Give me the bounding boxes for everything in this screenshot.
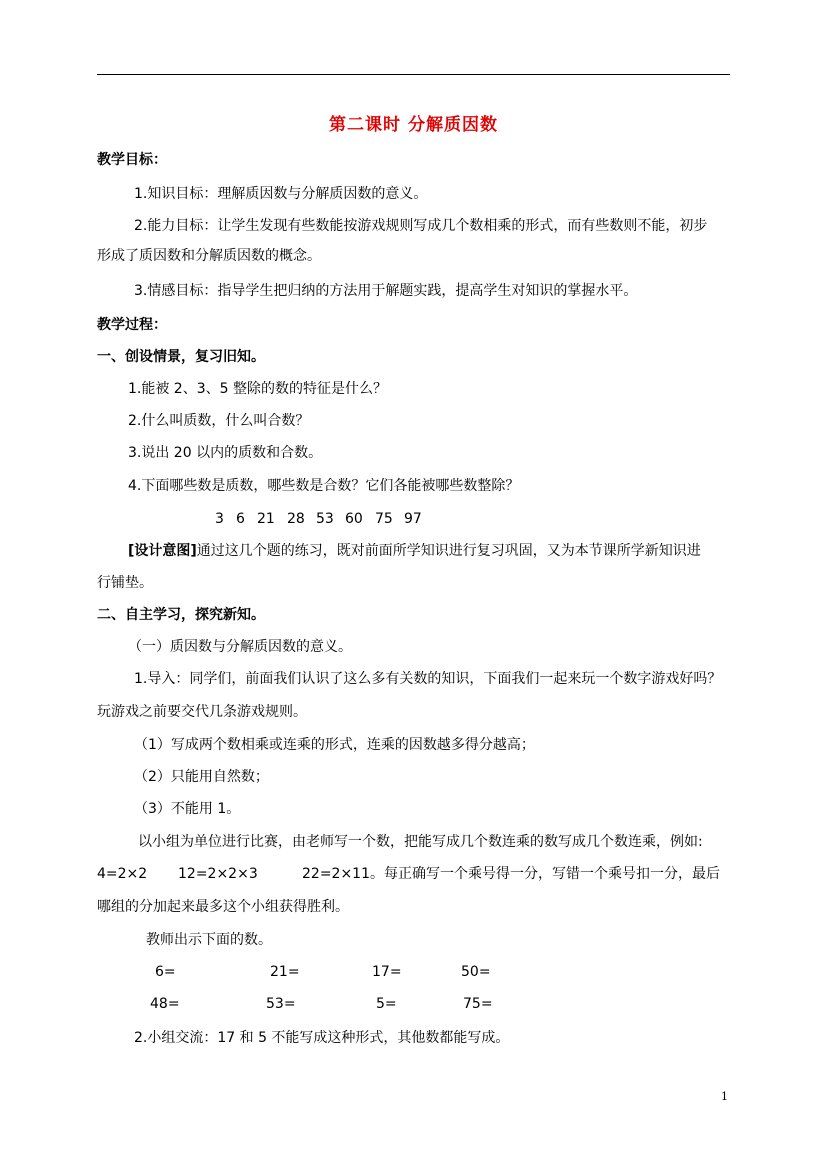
- example-22: 22=2×11。每正确写一个乘号得一分，写错一个乘号扣一分，最后: [302, 866, 720, 882]
- goal-heading: 教学目标：: [97, 152, 167, 168]
- number-item: 21: [257, 511, 275, 527]
- teacher-shows: 教师出示下面的数。: [146, 932, 272, 948]
- exercise-item: 50=: [461, 964, 491, 980]
- page-number: 1: [721, 1090, 728, 1103]
- game-description-cont: 哪组的分加起来最多这个小组获得胜利。: [97, 899, 349, 915]
- subsection-1: （一）质因数与分解质因数的意义。: [128, 639, 352, 655]
- game-examples: [0, 866, 827, 882]
- game-description: 以小组为单位进行比赛，由老师写一个数，把能写成几个数连乘的数写成几个数连乘，例如:: [138, 834, 703, 850]
- example-4: 4=2×2: [97, 866, 148, 882]
- review-question-4: 4.下面哪些数是质数，哪些数是合数？它们各能被哪些数整除？: [128, 478, 520, 494]
- exercise-item: 5=: [376, 996, 397, 1012]
- group-exchange: 2.小组交流：17 和 5 不能写成这种形式，其他数都能写成。: [134, 1030, 510, 1046]
- number-item: 75: [375, 511, 393, 527]
- design-intent-text: 通过这几个题的练习，既对前面所学知识进行复习巩固，又为本节课所学新知识进: [196, 543, 701, 559]
- exercise-item: 48=: [150, 996, 180, 1012]
- goal-ability-cont: 形成了质因数和分解质因数的概念。: [97, 248, 321, 264]
- goal-ability: 2.能力目标：让学生发现有些数能按游戏规则写成几个数相乘的形式，而有些数则不能，初步: [134, 218, 708, 234]
- design-intent: [128, 543, 701, 559]
- exercise-row-2: [0, 996, 827, 1012]
- process-heading: 教学过程：: [97, 317, 167, 333]
- exercise-item: 53=: [266, 996, 296, 1012]
- exercise-item: 75=: [463, 996, 493, 1012]
- goal-knowledge: 1.知识目标：理解质因数与分解质因数的意义。: [134, 186, 428, 202]
- number-item: 97: [404, 511, 422, 527]
- design-intent-label: [设计意图]: [128, 543, 197, 559]
- intro-text-cont: 玩游戏之前要交代几条游戏规则。: [97, 704, 307, 720]
- design-intent-cont: 行铺垫。: [97, 575, 153, 591]
- number-item: 28: [287, 511, 305, 527]
- number-item: 53: [316, 511, 334, 527]
- game-rule-2: （2）只能用自然数；: [134, 769, 269, 785]
- number-item: 6: [236, 511, 245, 527]
- number-item: 3: [215, 511, 224, 527]
- exercise-row-1: [0, 964, 827, 980]
- section1-heading: 一、创设情景，复习旧知。: [97, 349, 265, 365]
- review-question-1: 1.能被 2、3、5 整除的数的特征是什么？: [128, 381, 387, 397]
- exercise-item: 6=: [155, 964, 176, 980]
- number-item: 60: [345, 511, 363, 527]
- game-rule-3: （3）不能用 1。: [134, 801, 241, 817]
- exercise-item: 21=: [270, 964, 300, 980]
- goal-emotion: 3.情感目标：指导学生把归纳的方法用于解题实践，提高学生对知识的掌握水平。: [134, 283, 638, 299]
- review-question-2: 2.什么叫质数，什么叫合数？: [128, 413, 310, 429]
- exercise-item: 17=: [372, 964, 402, 980]
- number-list: [0, 511, 827, 527]
- example-12: 12=2×2×3: [178, 866, 258, 882]
- review-question-3: 3.说出 20 以内的质数和合数。: [128, 445, 323, 461]
- game-rule-1: （1）写成两个数相乘或连乘的形式，连乘的因数越多得分越高；: [134, 737, 535, 753]
- section2-heading: 二、自主学习，探究新知。: [97, 607, 265, 623]
- intro-text: 1.导入：同学们，前面我们认识了这么多有关数的知识，下面我们一起来玩一个数字游戏好吗？: [134, 671, 722, 687]
- header-rule: [97, 74, 730, 75]
- page-title: 第二课时 分解质因数: [329, 115, 498, 135]
